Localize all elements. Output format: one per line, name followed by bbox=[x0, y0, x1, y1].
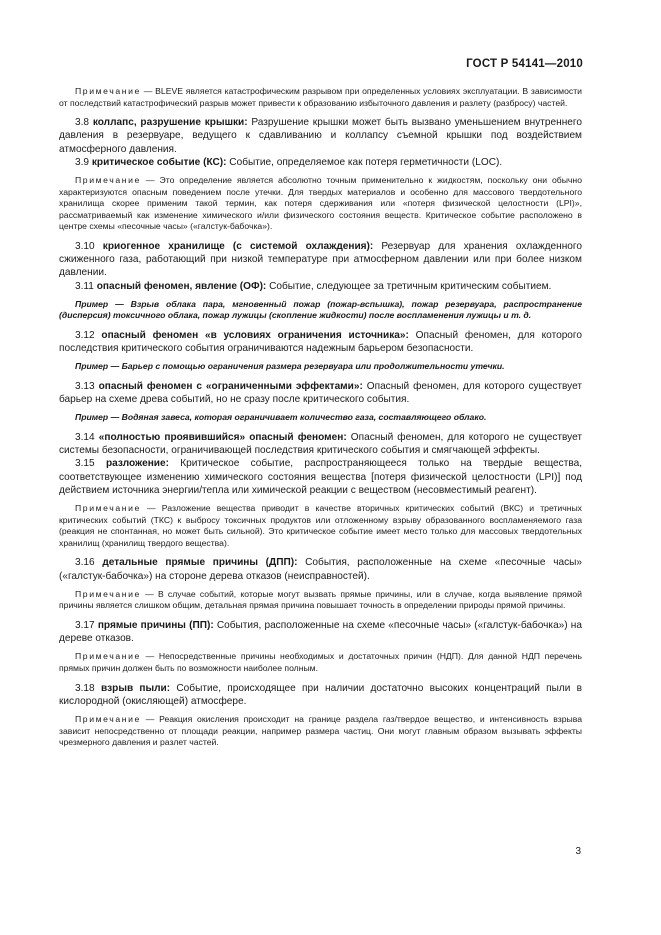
term-3-17: 3.17 прямые причины (ПП): События, расположенные на схеме «песочные часы» («галстук-бабочка») на дереве отказов. bbox=[59, 619, 582, 645]
note-critical-event: Примечание — Это определение является абсолютно точным применительно к жидкостям, поскольку они обычно характеризуются опасным поведением после утечки. Для твердых материалов и особенно для массового твердотельного хранилища скорее применим такой термин, как потеря сдерживания или «потеря физической целостности (LPI)», рассматриваемый как изменение химического и/или физического состояния веществ. Критическое событие расположено в центре схемы «песочные часы» («галстук-бабочка»). bbox=[59, 175, 582, 232]
term-3-16: 3.16 детальные прямые причины (ДПП): События, расположенные на схеме «песочные часы» («галстук-бабочка») на стороне дерева отказов (неисправностей). bbox=[59, 557, 583, 582]
example-3-13: Пример — Водяная завеса, которая ограничивает количество газа, составляющего облако. bbox=[75, 412, 487, 423]
term-3-13: 3.13 опасный феномен с «ограниченными эффектами»: Опасный феномен, для которого существует барьер на схеме древа событий, но не сразу после критического события. bbox=[59, 380, 582, 406]
note-bleve: Примечание — BLEVE является катастрофическим разрывом при определенных условиях эксплуатации. В зависимости от последствий катастрофический разрыв может привести к образованию избыточного давления и разлету (разбросу) частей. bbox=[59, 86, 582, 108]
example-3-11: Пример — Взрыв облака пара, мгновенный пожар (пожар-вспышка), пожар резервуара, распространение (дисперсия) токсичного облака, пожар лужицы (скопление жидкости) после воспламенения лужицы и т. д. bbox=[59, 298, 582, 321]
term-3-11: 3.11 опасный феномен, явление (ОФ): Событие, следующее за третичным критическим событием. bbox=[75, 280, 552, 292]
term-3-9: 3.9 критическое событие (КС): Событие, определяемое как потеря герметичности (LOC). bbox=[75, 156, 503, 168]
page-content bbox=[59, 82, 582, 749]
note-direct-causes: Примечание — Непосредственные причины необходимых и достаточных причин (НДП). Для данной НДП перечень прямых причин должен быть по возможности наиболее полным. bbox=[59, 651, 582, 673]
page-number: 3 bbox=[575, 846, 581, 857]
example-3-12: Пример — Барьер с помощью ограничения размера резервуара или продолжительности утечки. bbox=[75, 361, 505, 372]
term-3-14: 3.14 «полностью проявившийся» опасный феномен: Опасный феномен, для которого не существует системы безопасности, ограничивающей последствия критического события и смягчающей эффекты. bbox=[59, 431, 582, 457]
term-3-15: 3.15 разложение: Критическое событие, распространяющееся только на твердые вещества, соответствующее изменению химического состояния вещества [потеря физической целостности (LPI)] под действием источника энергии/тепла или химической реакции с веществом (несовместимый реагент). bbox=[59, 458, 582, 496]
term-3-10: 3.10 криогенное хранилище (с системой охлаждения): Резервуар для хранения охлажденного сжиженного газа, работающий при низкой температуре при атмосферном давлении или при более низком давлении. bbox=[59, 240, 582, 279]
note-decomposition: Примечание — Разложение вещества приводит в качестве вторичных критических событий (ВКС) и третичных критических событий (ТКС) к выбросу токсичных продуктов или отложенному взрыву образованного воспламеняемого газа (реакция не спонтанная, но может быть сильной). Это критическое событие имеет место только для массовых твердотельных хранилищ (хранилищ твердого вещества). bbox=[59, 502, 582, 548]
note-detailed-causes: Примечание — В случае событий, которые могут вызвать прямые причины, или в случае, когда выявление прямой причины является слишком общим, детальная прямая причина повышает точность в определении природы прямой причины. bbox=[59, 588, 582, 611]
term-3-18: 3.18 взрыв пыли: Событие, происходящее при наличии достаточно высоких концентраций пыли в кислородной (окисляющей) атмосфере. bbox=[59, 682, 582, 707]
note-dust-explosion: Примечание — Реакция окисления происходит на границе раздела газ/твердое вещество, и интенсивность взрыва зависит непосредственно от площади реакции, например размера частиц. Они могут главным образом вызывать эффекты чрезмерного давления и разлет частей. bbox=[59, 713, 582, 748]
term-3-12: 3.12 опасный феномен «в условиях ограничения источника»: Опасный феномен, для которого последствия критического события ограничиваются надежным барьером безопасности. bbox=[59, 329, 582, 355]
document-code: ГОСТ Р 54141—2010 bbox=[466, 58, 583, 70]
term-3-8: 3.8 коллапс, разрушение крышки: Разрушение крышки может быть вызвано уменьшением внутреннего давления в резервуаре, ведущего к сдавливанию и коллапсу съемной крышки под воздействием атмосферного давления. bbox=[59, 117, 582, 155]
